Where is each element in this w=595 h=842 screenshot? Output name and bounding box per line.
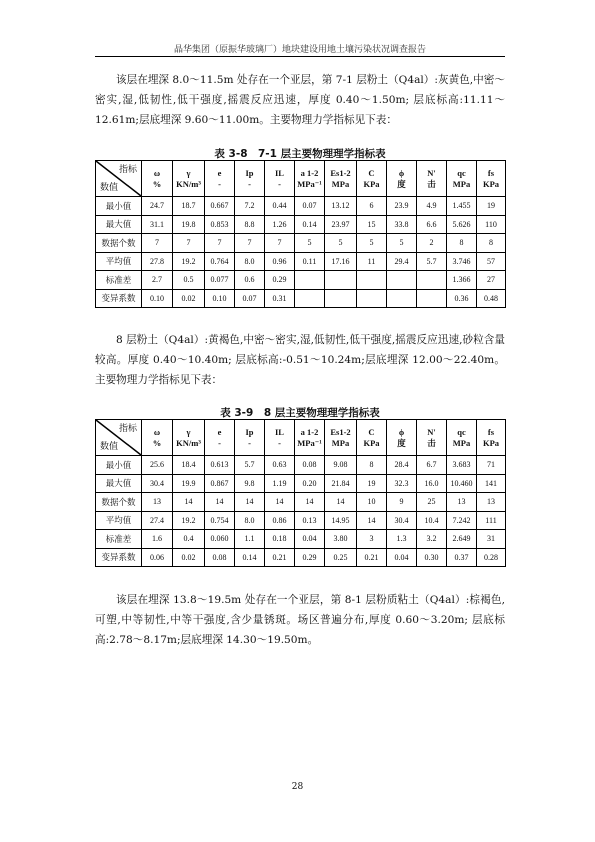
table-cell: 29.4 <box>387 252 417 271</box>
table-cell: 0.96 <box>265 252 295 271</box>
column-header-unit: 击 <box>427 178 436 189</box>
table-cell: 14 <box>235 493 265 512</box>
column-header <box>235 420 265 456</box>
column-header-unit: MPa <box>331 178 350 189</box>
column-header <box>357 161 387 197</box>
table-cell: 8.0 <box>235 511 265 530</box>
table-cell: 3.683 <box>447 456 477 475</box>
table-cell: 14.95 <box>325 511 357 530</box>
column-header <box>387 420 417 456</box>
column-header <box>235 161 265 197</box>
table-cell: 0.18 <box>265 530 295 549</box>
column-header-unit: 度 <box>397 178 406 189</box>
column-header-symbol: Es1-2 <box>330 167 351 178</box>
table-cell: 27.4 <box>142 511 173 530</box>
table-header-row <box>96 161 506 197</box>
table-cell: 6 <box>357 197 387 216</box>
row-label: 数据个数 <box>96 234 142 253</box>
table-cell: 5 <box>357 234 387 253</box>
table-cell: 71 <box>477 456 506 475</box>
column-header <box>295 161 325 197</box>
column-header-unit: KPa <box>482 178 500 189</box>
table-cell: 11 <box>357 252 387 271</box>
column-header-symbol: fs <box>487 426 495 437</box>
table-cell: 23.97 <box>325 215 357 234</box>
table-row <box>96 197 506 216</box>
column-header-unit: 击 <box>427 437 436 448</box>
column-header <box>477 161 506 197</box>
table-cell: 10 <box>357 493 387 512</box>
table-cell: 19 <box>477 197 506 216</box>
table-cell: 18.7 <box>173 197 205 216</box>
table-3-9 <box>95 419 506 567</box>
table-cell: 0.20 <box>295 474 325 493</box>
table-cell: 1.19 <box>265 474 295 493</box>
table-cell: 13 <box>447 493 477 512</box>
column-header-unit: - <box>278 178 281 189</box>
table-cell: 19.8 <box>173 215 205 234</box>
column-header <box>173 161 205 197</box>
column-header <box>142 420 173 456</box>
table-cell: 0.853 <box>205 215 235 234</box>
table-cell: 0.754 <box>205 511 235 530</box>
table-cell: 33.8 <box>387 215 417 234</box>
table-cell: 6.6 <box>417 215 447 234</box>
column-header-unit: MPa⁻¹ <box>297 178 322 189</box>
table-cell: 0.5 <box>173 271 205 290</box>
table-cell: 7 <box>173 234 205 253</box>
table-cell: 10.460 <box>447 474 477 493</box>
table-cell: 10.4 <box>417 511 447 530</box>
table-cell: 16.0 <box>417 474 447 493</box>
column-header <box>417 161 447 197</box>
table-cell: 21.84 <box>325 474 357 493</box>
table-cell: 9.8 <box>235 474 265 493</box>
column-header-symbol: ϕ <box>398 167 405 178</box>
column-header-unit: MPa <box>452 178 471 189</box>
table-cell: 4.9 <box>417 197 447 216</box>
table-cell: 8.0 <box>235 252 265 271</box>
table-cell: 0.86 <box>265 511 295 530</box>
row-label: 标准差 <box>96 530 142 549</box>
table-cell <box>387 271 417 290</box>
table-row <box>96 548 506 567</box>
table-row <box>96 215 506 234</box>
table-cell <box>295 271 325 290</box>
table-cell: 0.613 <box>205 456 235 475</box>
table-cell: 7.2 <box>235 197 265 216</box>
table-cell: 19 <box>357 474 387 493</box>
column-header-symbol: Ip <box>245 167 254 178</box>
table-cell: 8 <box>447 234 477 253</box>
table-row <box>96 289 506 308</box>
table-cell: 0.13 <box>295 511 325 530</box>
column-header <box>417 420 447 456</box>
row-label: 最小值 <box>96 197 142 216</box>
column-header-unit: KPa <box>482 437 500 448</box>
table-cell: 7 <box>205 234 235 253</box>
table-cell: 31.1 <box>142 215 173 234</box>
table-cell: 0.29 <box>265 271 295 290</box>
column-header <box>357 420 387 456</box>
column-header-unit: - <box>278 437 281 448</box>
table-cell: 0.07 <box>235 289 265 308</box>
table-cell: 3.80 <box>325 530 357 549</box>
column-header <box>173 420 205 456</box>
paragraph-7-1-layer: 该层在埋深 8.0～11.5m 处存在一个亚层，第 7-1 层粉土（Q4al）:灰黄色,中密～密实,湿,低韧性,低干强度,摇震反应迅速，厚度 0.40～1.50m; 层底标高:11.11～12.61m;层底埋深 9.60～11.00m。主要物理力学指标见下表： <box>95 74 505 126</box>
row-label: 平均值 <box>96 252 142 271</box>
table-cell: 31 <box>477 530 506 549</box>
table-cell: 1.3 <box>387 530 417 549</box>
table-cell: 0.02 <box>173 289 205 308</box>
table-cell: 5.7 <box>235 456 265 475</box>
table-cell: 0.21 <box>357 548 387 567</box>
table-cell: 14 <box>295 493 325 512</box>
table-cell: 19.2 <box>173 511 205 530</box>
header-rule <box>95 56 505 57</box>
table-cell: 27.8 <box>142 252 173 271</box>
table-cell: 1.6 <box>142 530 173 549</box>
column-header-unit: - <box>218 437 221 448</box>
table-cell: 9 <box>387 493 417 512</box>
table-cell <box>325 289 357 308</box>
table-cell: 14 <box>265 493 295 512</box>
corner-bottom-label: 数值 <box>100 441 119 451</box>
column-header <box>205 420 235 456</box>
table-cell: 110 <box>477 215 506 234</box>
table-cell: 0.14 <box>235 548 265 567</box>
table-cell: 27 <box>477 271 506 290</box>
column-header-unit: - <box>218 178 221 189</box>
table-row <box>96 456 506 475</box>
table-cell: 24.7 <box>142 197 173 216</box>
corner-bottom-label: 数值 <box>100 182 119 192</box>
column-header-symbol: γ <box>186 426 191 437</box>
table-cell: 0.04 <box>387 548 417 567</box>
table-cell: 6.7 <box>417 456 447 475</box>
table-3-8 <box>95 160 506 308</box>
table-cell: 14 <box>357 511 387 530</box>
table-cell: 0.10 <box>142 289 173 308</box>
table-row <box>96 493 506 512</box>
table-cell: 1.455 <box>447 197 477 216</box>
table-cell: 0.07 <box>295 197 325 216</box>
table-cell: 13 <box>142 493 173 512</box>
column-header-symbol: C <box>368 167 375 178</box>
column-header-symbol: IL <box>275 167 284 178</box>
table-cell: 2 <box>417 234 447 253</box>
table-cell: 0.04 <box>295 530 325 549</box>
column-header-unit: % <box>152 437 162 448</box>
corner-top-label: 指标 <box>118 423 137 433</box>
table-header-row <box>96 420 506 456</box>
row-label: 变异系数 <box>96 548 142 567</box>
table-cell: 0.667 <box>205 197 235 216</box>
table-cell: 0.764 <box>205 252 235 271</box>
column-header-symbol: Es1-2 <box>330 426 351 437</box>
table-cell: 0.08 <box>295 456 325 475</box>
table-cell <box>357 271 387 290</box>
table-row <box>96 271 506 290</box>
table-cell: 0.37 <box>447 548 477 567</box>
row-label: 数据个数 <box>96 493 142 512</box>
table-cell: 18.4 <box>173 456 205 475</box>
table-cell: 23.9 <box>387 197 417 216</box>
column-header-unit: KN/m³ <box>176 178 201 189</box>
table-cell: 1.1 <box>235 530 265 549</box>
table-cell: 7 <box>142 234 173 253</box>
table-3-9-caption: 表 3-9 8 层主要物理理学指标表 <box>220 407 380 419</box>
corner-header-cell <box>96 420 142 456</box>
column-header-unit: MPa⁻¹ <box>297 437 322 448</box>
column-header-unit: KN/m³ <box>176 437 201 448</box>
column-header <box>265 161 295 197</box>
table-cell: 14 <box>325 493 357 512</box>
column-header-unit: MPa <box>452 437 471 448</box>
table-cell: 14 <box>205 493 235 512</box>
table-3-8-caption: 表 3-8 7-1 层主要物理理学指标表 <box>214 148 386 160</box>
column-header <box>325 420 357 456</box>
row-label: 平均值 <box>96 511 142 530</box>
table-cell: 0.077 <box>205 271 235 290</box>
table-cell: 111 <box>477 511 506 530</box>
table-cell: 0.11 <box>295 252 325 271</box>
column-header-symbol: γ <box>186 167 191 178</box>
table-cell: 3.2 <box>417 530 447 549</box>
column-header-unit: 度 <box>397 437 406 448</box>
table-row <box>96 474 506 493</box>
table-row <box>96 511 506 530</box>
column-header-symbol: e <box>217 426 222 437</box>
table-cell: 25.6 <box>142 456 173 475</box>
table-cell: 1.366 <box>447 271 477 290</box>
table-cell: 14 <box>173 493 205 512</box>
column-header-symbol: fs <box>487 167 495 178</box>
row-label: 最大值 <box>96 474 142 493</box>
table-cell: 19.9 <box>173 474 205 493</box>
table-cell: 57 <box>477 252 506 271</box>
column-header-symbol: C <box>368 426 375 437</box>
table-cell: 25 <box>417 493 447 512</box>
table-cell: 1.26 <box>265 215 295 234</box>
column-header-symbol: N' <box>427 426 436 437</box>
table-cell: 2.7 <box>142 271 173 290</box>
column-header-symbol: ω <box>153 426 161 437</box>
table-cell: 9.08 <box>325 456 357 475</box>
column-header-symbol: Ip <box>245 426 254 437</box>
table-cell: 7 <box>265 234 295 253</box>
column-header <box>142 161 173 197</box>
column-header <box>387 161 417 197</box>
column-header-unit: MPa <box>331 437 350 448</box>
column-header-symbol: ϕ <box>398 426 405 437</box>
table-cell <box>417 289 447 308</box>
column-header <box>295 420 325 456</box>
table-cell: 13.12 <box>325 197 357 216</box>
column-header-unit: KPa <box>363 178 380 189</box>
table-cell <box>357 289 387 308</box>
table-cell: 3 <box>357 530 387 549</box>
column-header-symbol: a 1-2 <box>300 426 319 437</box>
table-cell: 28.4 <box>387 456 417 475</box>
table-cell: 0.28 <box>477 548 506 567</box>
table-cell: 7 <box>235 234 265 253</box>
table-cell: 0.6 <box>235 271 265 290</box>
table-cell: 0.36 <box>447 289 477 308</box>
row-label: 最大值 <box>96 215 142 234</box>
table-cell: 0.21 <box>265 548 295 567</box>
table-cell <box>387 289 417 308</box>
table-cell: 8 <box>357 456 387 475</box>
column-header-symbol: ω <box>153 167 161 178</box>
table-cell: 0.48 <box>477 289 506 308</box>
table-cell: 30.4 <box>387 511 417 530</box>
table-cell: 30.4 <box>142 474 173 493</box>
column-header-symbol: qc <box>457 426 466 437</box>
table-cell: 0.02 <box>173 548 205 567</box>
column-header-symbol: N' <box>427 167 436 178</box>
table-cell: 19.2 <box>173 252 205 271</box>
column-header <box>447 161 477 197</box>
table-cell: 2.649 <box>447 530 477 549</box>
column-header-symbol: IL <box>275 426 284 437</box>
table-cell: 17.16 <box>325 252 357 271</box>
table-cell: 7.242 <box>447 511 477 530</box>
table-cell: 0.06 <box>142 548 173 567</box>
column-header <box>265 420 295 456</box>
row-label: 变异系数 <box>96 289 142 308</box>
column-header-symbol: qc <box>457 167 466 178</box>
column-header-unit: - <box>248 437 251 448</box>
table-cell <box>325 271 357 290</box>
table-cell: 0.30 <box>417 548 447 567</box>
column-header-unit: KPa <box>363 437 380 448</box>
column-header <box>325 161 357 197</box>
table-cell: 0.29 <box>295 548 325 567</box>
table-row <box>96 234 506 253</box>
table-cell: 0.14 <box>295 215 325 234</box>
corner-top-label: 指标 <box>118 164 137 174</box>
table-cell: 5 <box>325 234 357 253</box>
column-header-symbol: e <box>217 167 222 178</box>
table-cell: 0.867 <box>205 474 235 493</box>
column-header-unit: % <box>152 178 162 189</box>
table-cell: 0.31 <box>265 289 295 308</box>
table-row <box>96 252 506 271</box>
column-header <box>477 420 506 456</box>
table-cell: 13 <box>477 493 506 512</box>
column-header <box>447 420 477 456</box>
table-cell <box>417 271 447 290</box>
table-cell: 15 <box>357 215 387 234</box>
table-cell: 8 <box>477 234 506 253</box>
table-cell: 0.08 <box>205 548 235 567</box>
table-cell <box>295 289 325 308</box>
column-header-symbol: a 1-2 <box>300 167 319 178</box>
paragraph-8-1-layer: 该层在埋深 13.8～19.5m 处存在一个亚层，第 8-1 层粉质粘土（Q4al）:棕褐色,可塑,中等韧性,中等干强度,含少量锈斑。场区普遍分布,厚度 0.60～3.20m; 层底标高:2.78～8.17m;层底埋深 14.30～19.50m。 <box>95 594 505 646</box>
table-cell: 3.746 <box>447 252 477 271</box>
table-cell: 0.25 <box>325 548 357 567</box>
table-cell: 0.44 <box>265 197 295 216</box>
table-cell: 5 <box>295 234 325 253</box>
table-cell: 0.4 <box>173 530 205 549</box>
table-cell: 8.8 <box>235 215 265 234</box>
column-header-unit: - <box>248 178 251 189</box>
table-cell: 141 <box>477 474 506 493</box>
table-cell: 0.63 <box>265 456 295 475</box>
table-cell: 5.626 <box>447 215 477 234</box>
table-cell: 32.3 <box>387 474 417 493</box>
column-header <box>205 161 235 197</box>
table-cell: 0.10 <box>205 289 235 308</box>
paragraph-8-layer: 8 层粉土（Q4al）:黄褐色,中密～密实,湿,低韧性,低干强度,摇震反应迅速,砂粒含量较高。厚度 0.40～10.40m; 层底标高:-0.51～10.24m;层底埋深 12.00～22.40m。主要物理力学指标见下表： <box>95 334 505 386</box>
row-label: 最小值 <box>96 456 142 475</box>
page-number: 28 <box>291 782 304 792</box>
table-cell: 0.060 <box>205 530 235 549</box>
corner-header-cell <box>96 161 142 197</box>
row-label: 标准差 <box>96 271 142 290</box>
table-cell: 5 <box>387 234 417 253</box>
page-header: 晶华集团（原振华玻璃厂）地块建设用地土壤污染状况调查报告 <box>173 45 426 55</box>
table-cell: 5.7 <box>417 252 447 271</box>
table-row <box>96 530 506 549</box>
